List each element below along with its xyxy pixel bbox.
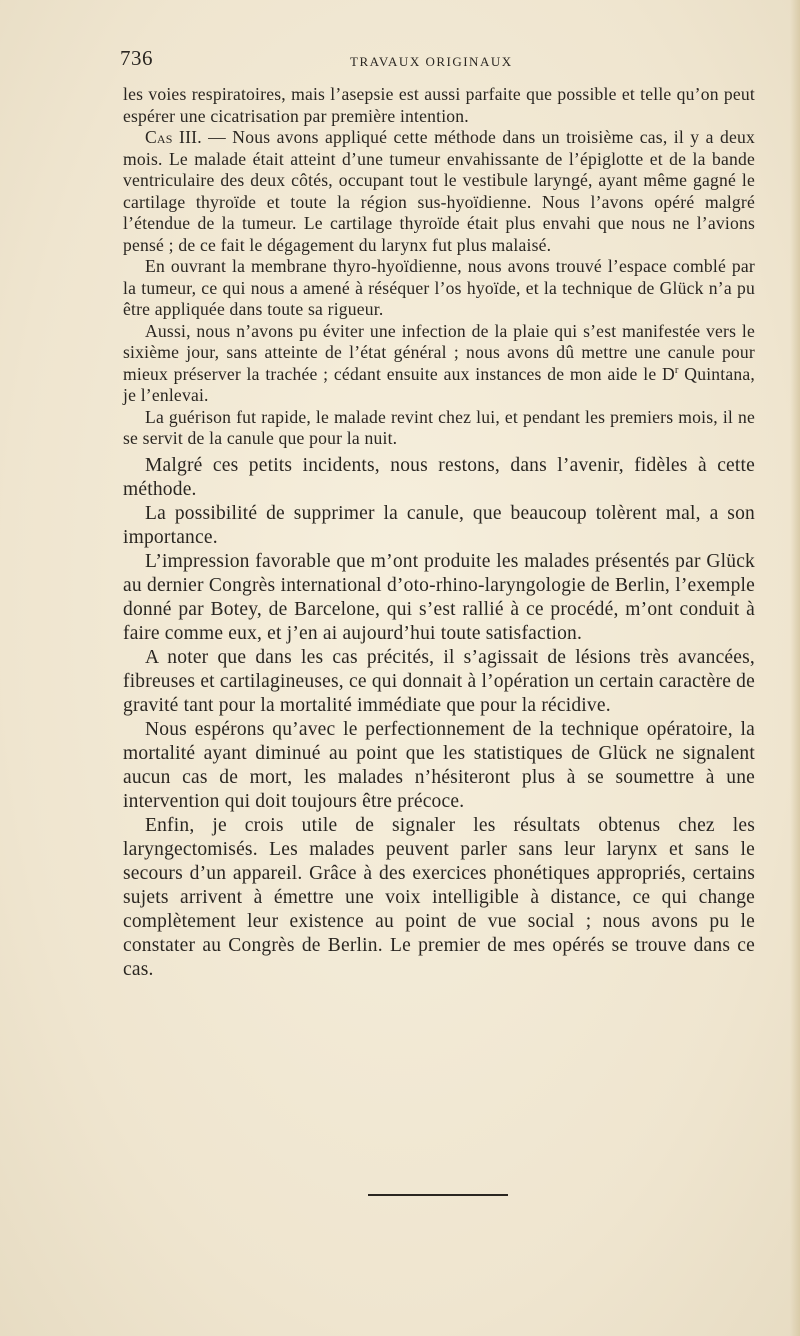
- paragraph-membrane: En ouvrant la membrane thyro-hyoïdienne, nous avons trouvé l’espace comblé par la tumeur, ce qui nous a amené à réséquer l’os hyoïde, et la technique de Glück n’a pu être appliquée dans toute sa rigueur.: [123, 256, 755, 319]
- paragraph-impression: L’impression favorable que m’ont produite les malades présentés par Glück au dernier Congrès international d’oto-rhino-laryngologie de Berlin, l’exemple donné par Botey, de Barcelone, qui s’est rallié à ce procédé, m’ont conduit à faire comme eux, et j’en ai aujourd’hui toute satisfaction.: [123, 550, 755, 644]
- paragraph-malgre: Malgré ces petits incidents, nous restons, dans l’avenir, fidèles à cette méthode.: [123, 454, 755, 500]
- paragraph-infection: [123, 321, 755, 407]
- infection-text-before: Aussi, nous n’avons pu éviter une infection de la plaie qui s’est manifestée vers le sixième jour, sans atteinte de l’état général ; nous avons dû mettre une canule pour mieux préserver la trachée ; cédant ensuite aux instances de mon aide le D: [123, 320, 755, 384]
- closing-rule: [368, 1194, 508, 1196]
- page-edge-shadow: [790, 0, 800, 1336]
- paragraph-guerison: La guérison fut rapide, le malade revint chez lui, et pendant les premiers mois, il ne se servit de la canule que pour la nuit.: [123, 406, 755, 448]
- paragraph-possibilite: La possibilité de supprimer la canule, que beaucoup tolèrent mal, a son importance.: [123, 502, 755, 548]
- paragraph-continuation: les voies respiratoires, mais l’asepsie est aussi parfaite que possible et telle qu’on peut espérer une cicatrisation par première intention.: [123, 84, 755, 126]
- paragraph-esperons: Nous espérons qu’avec le perfectionnement de la technique opératoire, la mortalité ayant diminué au point que les statistiques de Glück ne signalent aucun cas de mort, les malades n’hésiteront plus à se soumettre à une intervention qui doit toujours être précoce.: [123, 718, 755, 812]
- doctor-abbrev-sup: r: [674, 364, 679, 376]
- small-print-section: [123, 84, 755, 450]
- infection-text-after: Quintana, je l’enlevai.: [123, 363, 755, 405]
- large-print-section: [123, 454, 755, 982]
- page-header: [120, 46, 675, 76]
- body-text: [123, 84, 755, 982]
- running-title: TRAVAUX ORIGINAUX: [350, 54, 513, 69]
- paragraph-noter: A noter que dans les cas précités, il s’agissait de lésions très avancées, fibreuses et cartilagineuses, ce qui donnait à l’opération un certain caractère de gravité tant pour la mortalité immédiate que pour la récidive.: [123, 646, 755, 716]
- page-number: 736: [120, 46, 153, 70]
- case-heading: Cas III.: [145, 127, 202, 147]
- case-text: — Nous avons appliqué cette méthode dans un troisième cas, il y a deux mois. Le malade était atteint d’une tumeur envahissante de l’épiglotte et de la bande ventriculaire des deux côtés, occupant tout le vestibule laryngé, ayant même gagné le cartilage thyroïde et toute la région sus-hyoïdienne. Nous l’avons opéré malgré l’étendue de la tumeur. Le cartilage thyroïde était plus envahi que nous ne l’avions pensé ; de ce fait le dégagement du larynx fut plus malaisé.: [123, 127, 755, 255]
- paragraph-enfin: Enfin, je crois utile de signaler les résultats obtenus chez les laryngectomisés. Les malades peuvent parler sans leur larynx et sans le secours d’un appareil. Grâce à des exercices phonétiques appropriés, certains sujets arrivent à émettre une voix intelligible à distance, ce qui change complètement leur existence au point de vue social ; nous avons pu le constater au Congrès de Berlin. Le premier de mes opérés se trouve dans ce cas.: [123, 814, 755, 980]
- paragraph-cas-iii: [123, 127, 755, 256]
